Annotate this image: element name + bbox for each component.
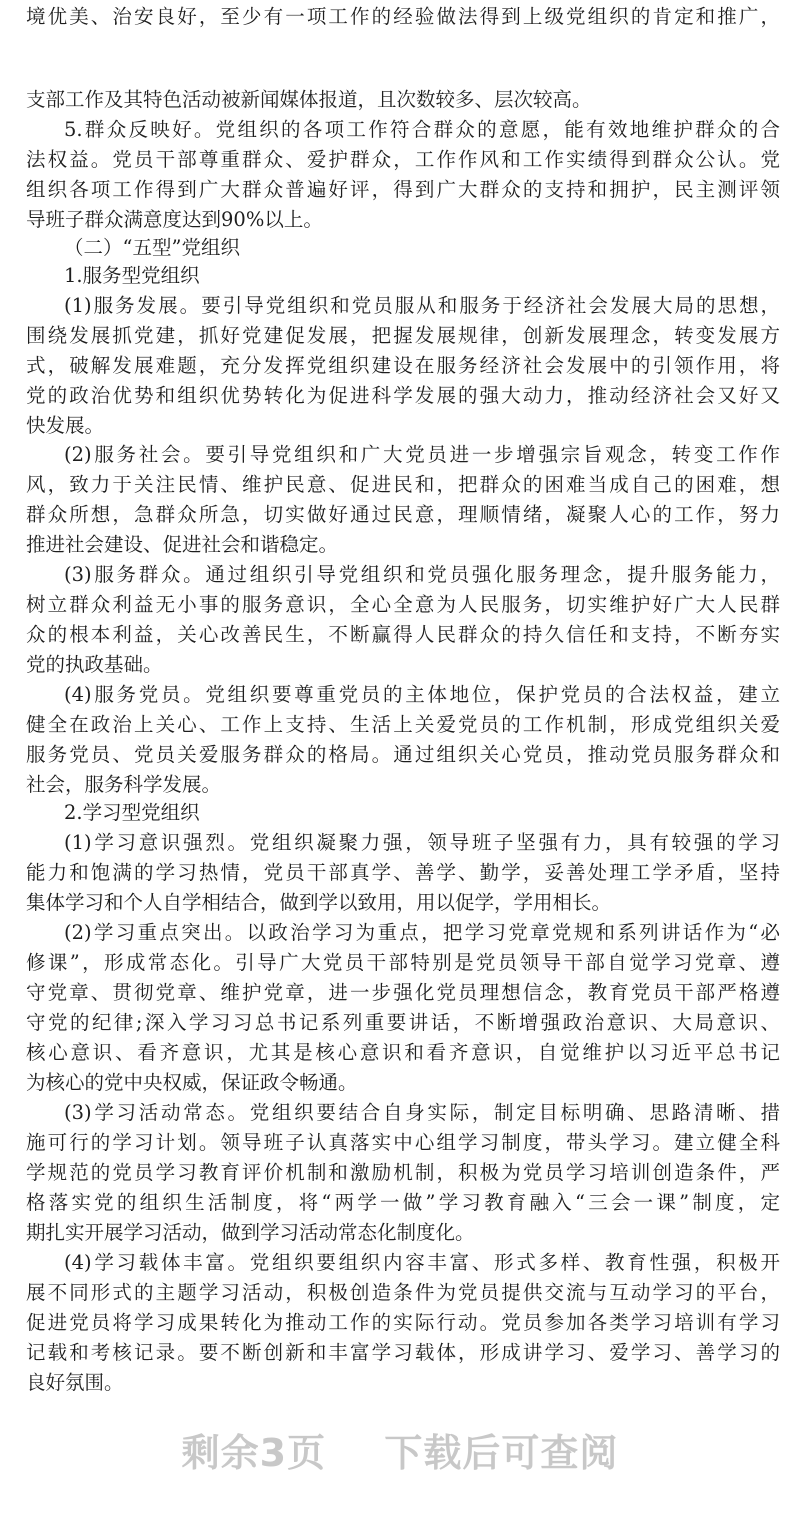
text-line: 快发展。 [26,414,105,437]
text-line: 推进社会建设、促进社会和谐稳定。 [26,533,339,556]
text-line: 式，破解发展难题，充分发挥党组织建设在服务经济社会发展中的引领作用，将 [26,354,780,377]
text-line: 良好氛围。 [26,1371,124,1394]
text-line: (4)学习载体丰富。党组织要组织内容丰富、形式多样、教育性强，积极开 [64,1251,780,1274]
text-line: 社会，服务科学发展。 [26,773,222,796]
text-line: 守党的纪律;深入学习习总书记系列重要讲话，不断增强政治意识、大局意识、 [26,1011,780,1034]
text-line: 支部工作及其特色活动被新闻媒体报道，且次数较多、层次较高。 [26,88,592,111]
text-line: 党的执政基础。 [26,653,163,676]
text-line: 核心意识、看齐意识，尤其是核心意识和看齐意识，自觉维护以习近平总书记 [26,1041,780,1064]
text-line: 党的政治优势和组织优势转化为促进科学发展的强大动力，推动经济社会又好又 [26,384,780,407]
text-line: 组织各项工作得到广大群众普遍好评，得到广大群众的支持和拥护，民主测评领 [26,178,780,201]
text-line: 群众所想，急群众所急，切实做好通过民意，理顺情绪，凝聚人心的工作，努力 [26,503,780,526]
text-line: (3)学习活动常态。党组织要结合自身实际，制定目标明确、思路清晰、措 [64,1101,780,1124]
text-line: 格落实党的组织生活制度，将“两学一做”学习教育融入“三会一课”制度，定 [26,1191,780,1214]
remaining-pages-label: 剩余3页 [181,1431,327,1475]
text-line: (1)服务发展。要引导党组织和党员服从和服务于经济社会发展大局的思想， [64,294,780,317]
text-line: 促进党员将学习成果转化为推动工作的实际行动。党员参加各类学习培训有学习 [26,1311,780,1334]
text-line: (1)学习意识强烈。党组织凝聚力强，领导班子坚强有力，具有较强的学习 [64,831,780,854]
text-line: 导班子群众满意度达到90%以上。 [26,208,323,231]
text-line: 健全在政治上关心、工作上支持、生活上关爱党员的工作机制，形成党组织关爱 [26,713,780,736]
text-line: (3)服务群众。通过组织引导党组织和党员强化服务理念，提升服务能力， [64,563,780,586]
text-line: (2)学习重点突出。以政治学习为重点，把学习党章党规和系列讲话作为“必 [64,921,780,944]
text-line: 境优美、治安良好，至少有一项工作的经验做法得到上级党组织的肯定和推广， [26,5,780,28]
text-line: 展不同形式的主题学习活动，积极创造条件为党员提供交流与互动学习的平台， [26,1281,780,1304]
text-line: 法权益。党员干部尊重群众、爱护群众，工作作风和工作实绩得到群众公认。党 [26,148,780,171]
text-line: 学规范的党员学习教育评价机制和激励机制，积极为党员学习培训创造条件，严 [26,1161,780,1184]
text-line: 施可行的学习计划。领导班子认真落实中心组学习制度，带头学习。建立健全科 [26,1131,780,1154]
text-line: 风，致力于关注民情、维护民意、促进民和，把群众的困难当成自己的困难，想 [26,473,780,496]
text-line: 能力和饱满的学习热情，党员干部真学、善学、勤学，妥善处理工学矛盾，坚持 [26,861,780,884]
text-line: 众的根本利益，关心改善民生，不断赢得人民群众的持久信任和支持，不断夯实 [26,623,780,646]
text-line: 5.群众反映好。党组织的各项工作符合群众的意愿，能有效地维护群众的合 [64,118,780,141]
text-line: 为核心的党中央权威，保证政令畅通。 [26,1071,358,1094]
text-line: (2)服务社会。要引导党组织和广大党员进一步增强宗旨观念，转变工作作 [64,443,780,466]
text-line: (4)服务党员。党组织要尊重党员的主体地位，保护党员的合法权益，建立 [64,683,780,706]
text-line: 守党章、贯彻党章、维护党章，进一步强化党员理想信念，教育党员干部严格遵 [26,981,780,1004]
text-line: 集体学习和个人自学相结合，做到学以致用，用以促学，学用相长。 [26,891,612,914]
subsection-heading: 1.服务型党组织 [64,264,200,287]
text-line: 记载和考核记录。要不断创新和丰富学习载体，形成讲学习、爱学习、善学习的 [26,1341,780,1364]
subsection-heading: 2.学习型党组织 [64,801,200,824]
text-line: 围绕发展抓党建，抓好党建促发展，把握发展规律，创新发展理念，转变发展方 [26,324,780,347]
download-prompt-banner[interactable] [0,1422,800,1477]
text-line: 服务党员、党员关爱服务群众的格局。通过组织关心党员，推动党员服务群众和 [26,743,780,766]
section-heading: （二）“五型”党组织 [64,236,240,259]
download-hint-label: 下载后可查阅 [384,1431,619,1475]
text-line: 期扎实开展学习活动，做到学习活动常态化制度化。 [26,1221,475,1244]
text-line: 修课”，形成常态化。引导广大党员干部特别是党员领导干部自觉学习党章、遵 [26,951,780,974]
text-line: 树立群众利益无小事的服务意识，全心全意为人民服务，切实维护好广大人民群 [26,593,780,616]
